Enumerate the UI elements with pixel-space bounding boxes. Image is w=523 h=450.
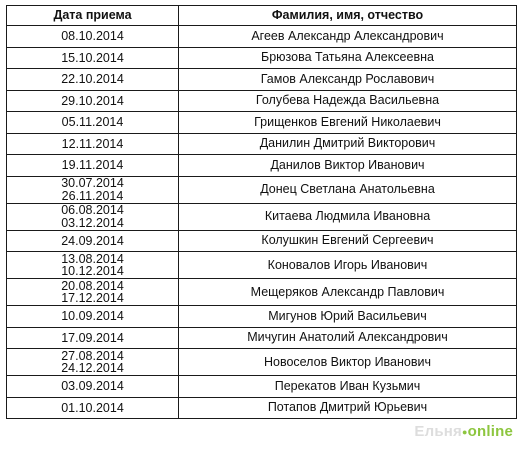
reception-date: 20.08.2014 bbox=[61, 278, 124, 293]
table-row bbox=[7, 133, 517, 155]
reception-date-cell bbox=[7, 133, 179, 155]
reception-date-cell bbox=[7, 69, 179, 91]
watermark-dot-icon: ● bbox=[461, 427, 468, 438]
reception-date-cell bbox=[7, 47, 179, 69]
reception-date-cell bbox=[7, 279, 179, 306]
reception-date: 12.11.2014 bbox=[61, 136, 124, 151]
column-header-name: Фамилия, имя, отчество bbox=[179, 6, 517, 26]
table-row bbox=[7, 327, 517, 349]
reception-date: 03.09.2014 bbox=[61, 379, 124, 393]
reception-date-cell bbox=[7, 349, 179, 376]
reception-date-cell bbox=[7, 327, 179, 349]
table-row bbox=[7, 47, 517, 69]
full-name-cell: Мещеряков Александр Павлович bbox=[179, 279, 517, 306]
reception-date-cell bbox=[7, 376, 179, 398]
reception-date: 26.11.2014 bbox=[61, 188, 124, 203]
full-name-cell: Грищенков Евгений Николаевич bbox=[179, 112, 517, 134]
reception-date: 15.10.2014 bbox=[61, 50, 124, 65]
reception-date-cell bbox=[7, 26, 179, 48]
reception-date-cell bbox=[7, 155, 179, 177]
full-name-cell: Потапов Дмитрий Юрьевич bbox=[179, 397, 517, 419]
table-row bbox=[7, 306, 517, 328]
full-name-cell: Брюзова Татьяна Алексеевна bbox=[179, 47, 517, 69]
reception-date: 10.12.2014 bbox=[61, 264, 124, 278]
reception-schedule-table bbox=[6, 5, 517, 419]
column-header-date: Дата приема bbox=[7, 6, 179, 26]
table-row bbox=[7, 349, 517, 376]
full-name-cell: Мигунов Юрий Васильевич bbox=[179, 306, 517, 328]
reception-date-cell bbox=[7, 230, 179, 252]
table-row bbox=[7, 155, 517, 177]
full-name-cell: Колушкин Евгений Сергеевич bbox=[179, 230, 517, 252]
table-row bbox=[7, 26, 517, 48]
table-row bbox=[7, 397, 517, 419]
reception-date: 13.08.2014 bbox=[61, 251, 124, 266]
full-name-cell: Голубева Надежда Васильевна bbox=[179, 90, 517, 112]
full-name-cell: Мичугин Анатолий Александрович bbox=[179, 327, 517, 349]
full-name-cell: Перекатов Иван Кузьмич bbox=[179, 376, 517, 398]
table-header-row bbox=[7, 6, 517, 26]
reception-date: 17.12.2014 bbox=[61, 291, 124, 305]
watermark-online-text: online bbox=[467, 423, 513, 440]
reception-date-cell bbox=[7, 90, 179, 112]
reception-date: 24.09.2014 bbox=[61, 233, 124, 248]
reception-date: 27.08.2014 bbox=[61, 348, 124, 363]
table-row bbox=[7, 69, 517, 91]
reception-date: 06.08.2014 bbox=[61, 203, 124, 217]
reception-date: 10.09.2014 bbox=[61, 309, 124, 323]
reception-date: 08.10.2014 bbox=[61, 29, 124, 43]
table-body bbox=[7, 26, 517, 419]
watermark-site-text: Ельня bbox=[414, 423, 462, 440]
table-row bbox=[7, 90, 517, 112]
table-row bbox=[7, 176, 517, 203]
full-name-cell: Гамов Александр Рославович bbox=[179, 69, 517, 91]
full-name-cell: Данилов Виктор Иванович bbox=[179, 155, 517, 177]
table-row bbox=[7, 203, 517, 230]
full-name-cell: Донец Светлана Анатольевна bbox=[179, 176, 517, 203]
reception-date-cell bbox=[7, 397, 179, 419]
reception-date-cell bbox=[7, 112, 179, 134]
reception-date: 17.09.2014 bbox=[61, 330, 124, 345]
reception-date: 24.12.2014 bbox=[61, 361, 124, 375]
reception-date: 19.11.2014 bbox=[61, 158, 124, 172]
table-row bbox=[7, 112, 517, 134]
reception-date-cell bbox=[7, 203, 179, 230]
site-watermark bbox=[414, 423, 513, 440]
table-row bbox=[7, 252, 517, 279]
full-name-cell: Новоселов Виктор Иванович bbox=[179, 349, 517, 376]
full-name-cell: Коновалов Игорь Иванович bbox=[179, 252, 517, 279]
reception-date: 30.07.2014 bbox=[61, 176, 124, 190]
reception-date: 01.10.2014 bbox=[61, 400, 124, 415]
table-row bbox=[7, 230, 517, 252]
reception-date: 22.10.2014 bbox=[61, 72, 124, 86]
full-name-cell: Китаева Людмила Ивановна bbox=[179, 203, 517, 230]
reception-date: 29.10.2014 bbox=[61, 93, 124, 108]
reception-date-cell bbox=[7, 306, 179, 328]
table-row bbox=[7, 376, 517, 398]
reception-date: 05.11.2014 bbox=[61, 115, 124, 129]
full-name-cell: Данилин Дмитрий Викторович bbox=[179, 133, 517, 155]
reception-date-cell bbox=[7, 252, 179, 279]
reception-date-cell bbox=[7, 176, 179, 203]
full-name-cell: Агеев Александр Александрович bbox=[179, 26, 517, 48]
table-row bbox=[7, 279, 517, 306]
reception-date: 03.12.2014 bbox=[61, 215, 124, 230]
